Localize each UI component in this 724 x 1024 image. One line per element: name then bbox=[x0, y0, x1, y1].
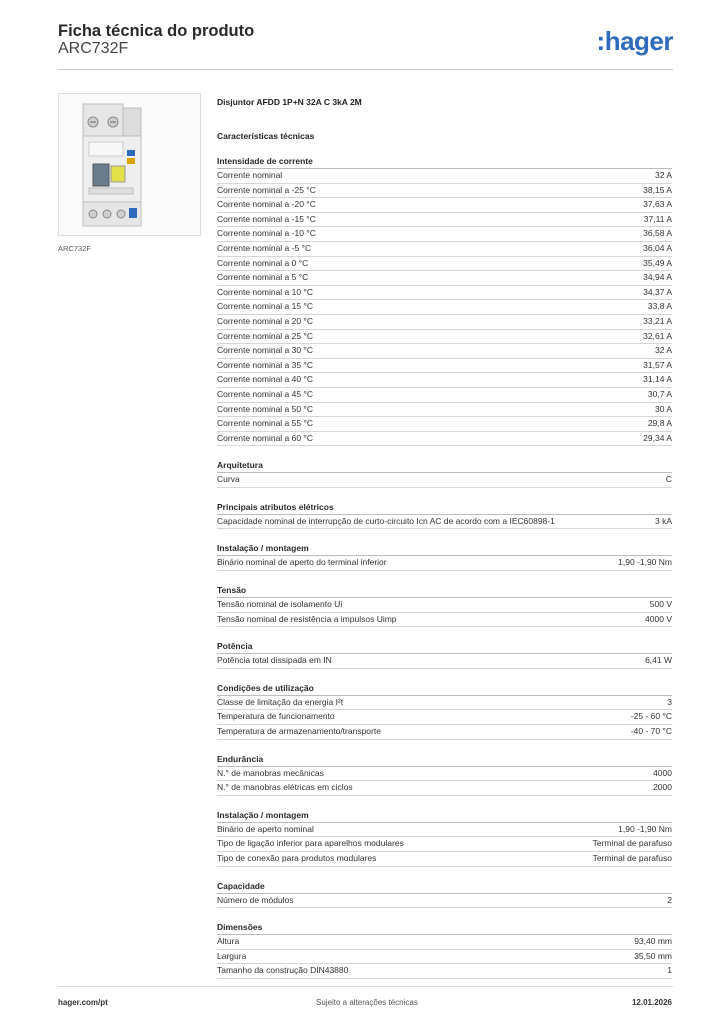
product-image-caption: ARC732F bbox=[58, 244, 91, 253]
spec-value: 500 V bbox=[649, 599, 672, 610]
spec-value: 3 kA bbox=[654, 515, 672, 526]
spec-row bbox=[217, 344, 672, 359]
spec-value: 30 A bbox=[654, 403, 672, 414]
spec-label: Temperatura de funcionamento bbox=[217, 711, 335, 722]
spec-value: 32 A bbox=[654, 170, 672, 180]
spec-row bbox=[217, 359, 672, 374]
spec-value: 3 bbox=[667, 696, 672, 707]
spec-row bbox=[217, 403, 672, 418]
spec-group bbox=[217, 753, 672, 796]
spec-value: 33,21 A bbox=[643, 315, 672, 326]
spec-row bbox=[217, 894, 672, 909]
spec-value: 37,11 A bbox=[643, 213, 672, 224]
spec-label: Altura bbox=[217, 936, 240, 947]
footer-divider bbox=[58, 986, 673, 987]
circuit-breaker-illustration bbox=[59, 94, 200, 235]
spec-row bbox=[217, 613, 672, 628]
spec-value: 34,37 A bbox=[643, 286, 672, 297]
spec-group bbox=[217, 584, 672, 627]
spec-row bbox=[217, 227, 672, 242]
product-reference: ARC732F bbox=[58, 40, 129, 57]
spec-value: 31,14 A bbox=[643, 374, 672, 385]
spec-group-title: Capacidade bbox=[217, 880, 672, 894]
spec-label: Largura bbox=[217, 950, 247, 961]
product-name: Disjuntor AFDD 1P+N 32A C 3kA 2M bbox=[217, 97, 362, 107]
spec-row bbox=[217, 654, 672, 669]
spec-value: 93,40 mm bbox=[634, 936, 672, 947]
footer-notice: Sujeito a alterações técnicas bbox=[316, 998, 418, 1007]
spec-row bbox=[217, 767, 672, 782]
spec-group-title: Endurância bbox=[217, 753, 672, 767]
spec-label: Número de módulos bbox=[217, 894, 294, 905]
spec-label: Corrente nominal a 45 °C bbox=[217, 388, 314, 399]
spec-value: 35,49 A bbox=[643, 257, 672, 268]
spec-row bbox=[217, 473, 672, 488]
spec-row bbox=[217, 852, 672, 867]
spec-group-title: Arquitetura bbox=[217, 459, 672, 473]
spec-label: Tipo de ligação inferior para aparelhos modulares bbox=[217, 838, 404, 849]
spec-label: Corrente nominal a -20 °C bbox=[217, 199, 316, 210]
spec-row bbox=[217, 935, 672, 950]
spec-group bbox=[217, 682, 672, 740]
spec-value: 32,61 A bbox=[643, 330, 672, 341]
spec-row bbox=[217, 388, 672, 403]
technical-characteristics-heading: Características técnicas bbox=[217, 131, 315, 141]
spec-group-title: Instalação / montagem bbox=[217, 809, 672, 823]
spec-label: Tensão nominal de isolamento Ui bbox=[217, 599, 343, 610]
spec-row bbox=[217, 417, 672, 432]
spec-label: Classe de limitação da energia I²t bbox=[217, 696, 344, 707]
spec-row bbox=[217, 598, 672, 613]
spec-row bbox=[217, 271, 672, 286]
spec-group bbox=[217, 542, 672, 571]
spec-value: 33,8 A bbox=[647, 301, 672, 312]
spec-row bbox=[217, 257, 672, 272]
spec-value: Terminal de parafuso bbox=[592, 838, 672, 849]
page-title: Ficha técnica do produto bbox=[58, 22, 255, 40]
footer-date: 12.01.2026 bbox=[631, 998, 672, 1007]
spec-group-title: Tensão bbox=[217, 584, 672, 598]
spec-value: 1,90 -1,90 Nm bbox=[618, 557, 672, 568]
spec-label: Corrente nominal a 60 °C bbox=[217, 432, 314, 443]
spec-row bbox=[217, 432, 672, 447]
spec-group bbox=[217, 155, 672, 446]
spec-label: Corrente nominal a 20 °C bbox=[217, 315, 314, 326]
spec-group-title: Principais atributos elétricos bbox=[217, 501, 672, 515]
spec-group bbox=[217, 459, 672, 488]
spec-label: Corrente nominal a -25 °C bbox=[217, 184, 316, 195]
spec-row bbox=[217, 696, 672, 711]
spec-label: Potência total dissipada em IN bbox=[217, 655, 332, 666]
spec-group bbox=[217, 501, 672, 530]
spec-value: C bbox=[665, 474, 672, 485]
spec-row bbox=[217, 242, 672, 257]
spec-row bbox=[217, 213, 672, 228]
spec-label: Tipo de conexão para produtos modulares bbox=[217, 853, 377, 863]
spec-row bbox=[217, 169, 672, 184]
spec-row bbox=[217, 515, 672, 530]
spec-group-title: Intensidade de corrente bbox=[217, 155, 672, 169]
spec-label: Corrente nominal a 40 °C bbox=[217, 374, 314, 385]
spec-value: 34,94 A bbox=[643, 272, 672, 283]
spec-label: Corrente nominal a 25 °C bbox=[217, 330, 314, 341]
spec-group bbox=[217, 809, 672, 867]
page-header bbox=[58, 20, 673, 70]
spec-label: Corrente nominal a 50 °C bbox=[217, 403, 314, 414]
spec-value: 1 bbox=[667, 965, 672, 976]
spec-label: Corrente nominal a -5 °C bbox=[217, 242, 312, 253]
spec-group-title: Instalação / montagem bbox=[217, 542, 672, 556]
spec-sheet bbox=[217, 96, 672, 979]
spec-label: Corrente nominal a -10 °C bbox=[217, 228, 316, 239]
spec-label: Capacidade nominal de interrupção de curto-circuito Icn AC de acordo com a IEC60898-1 bbox=[217, 515, 555, 526]
spec-label: N.° de manobras mecânicas bbox=[217, 767, 324, 778]
spec-value: 32 A bbox=[654, 345, 672, 356]
spec-row bbox=[217, 184, 672, 199]
spec-value: 2000 bbox=[653, 782, 672, 793]
spec-group-title: Condições de utilização bbox=[217, 682, 672, 696]
spec-row bbox=[217, 300, 672, 315]
spec-value: 1,90 -1,90 Nm bbox=[618, 823, 672, 834]
spec-row bbox=[217, 725, 672, 740]
spec-row bbox=[217, 837, 672, 852]
spec-group-title: Potência bbox=[217, 640, 672, 654]
spec-label: Tamanho da construção DIN43880 bbox=[217, 965, 349, 976]
spec-row bbox=[217, 823, 672, 838]
spec-value: 29,8 A bbox=[647, 418, 672, 429]
spec-row bbox=[217, 710, 672, 725]
spec-value: 31,57 A bbox=[643, 359, 672, 370]
spec-label: Corrente nominal a 0 °C bbox=[217, 257, 309, 268]
spec-value: 29,34 A bbox=[643, 432, 672, 443]
spec-group bbox=[217, 921, 672, 979]
spec-value: -40 - 70 °C bbox=[630, 726, 672, 737]
spec-label: Binário nominal de aperto do terminal inferior bbox=[217, 557, 387, 568]
spec-row bbox=[217, 781, 672, 796]
spec-row bbox=[217, 373, 672, 388]
spec-value: Terminal de parafuso bbox=[592, 853, 672, 863]
spec-label: Corrente nominal bbox=[217, 170, 283, 180]
spec-label: Corrente nominal a 55 °C bbox=[217, 418, 314, 429]
spec-row bbox=[217, 198, 672, 213]
header-divider bbox=[58, 69, 673, 70]
spec-value: 4000 bbox=[653, 767, 672, 778]
spec-row bbox=[217, 315, 672, 330]
spec-row bbox=[217, 964, 672, 979]
spec-label: Corrente nominal a 5 °C bbox=[217, 272, 309, 283]
spec-value: 4000 V bbox=[645, 613, 672, 624]
spec-value: -25 - 60 °C bbox=[630, 711, 672, 722]
spec-group bbox=[217, 640, 672, 669]
spec-row bbox=[217, 330, 672, 345]
spec-label: Corrente nominal a -15 °C bbox=[217, 213, 316, 224]
spec-label: Corrente nominal a 10 °C bbox=[217, 286, 314, 297]
product-image bbox=[58, 93, 201, 236]
spec-label: Corrente nominal a 35 °C bbox=[217, 359, 314, 370]
spec-group-title: Dimensões bbox=[217, 921, 672, 935]
spec-label: Corrente nominal a 15 °C bbox=[217, 301, 314, 312]
footer-website[interactable]: hager.com/pt bbox=[58, 998, 108, 1007]
spec-value: 6,41 W bbox=[645, 655, 672, 666]
spec-label: Binário de aperto nominal bbox=[217, 823, 314, 834]
spec-value: 2 bbox=[667, 894, 672, 905]
spec-groups bbox=[217, 155, 672, 979]
spec-value: 37,63 A bbox=[643, 199, 672, 210]
spec-label: Tensão nominal de resistência a impulsos Uimp bbox=[217, 613, 397, 624]
spec-value: 36,58 A bbox=[643, 228, 672, 239]
spec-row bbox=[217, 286, 672, 301]
spec-label: Corrente nominal a 30 °C bbox=[217, 345, 314, 356]
spec-value: 38,15 A bbox=[643, 184, 672, 195]
spec-row bbox=[217, 556, 672, 571]
hager-logo: :hager bbox=[596, 26, 673, 56]
spec-value: 36,04 A bbox=[643, 242, 672, 253]
spec-label: N.° de manobras elétricas em ciclos bbox=[217, 782, 353, 793]
spec-row bbox=[217, 950, 672, 965]
spec-value: 35,50 mm bbox=[634, 950, 672, 961]
spec-label: Temperatura de armazenamento/transporte bbox=[217, 726, 381, 737]
spec-group bbox=[217, 880, 672, 909]
spec-value: 30,7 A bbox=[647, 388, 672, 399]
spec-label: Curva bbox=[217, 474, 240, 485]
